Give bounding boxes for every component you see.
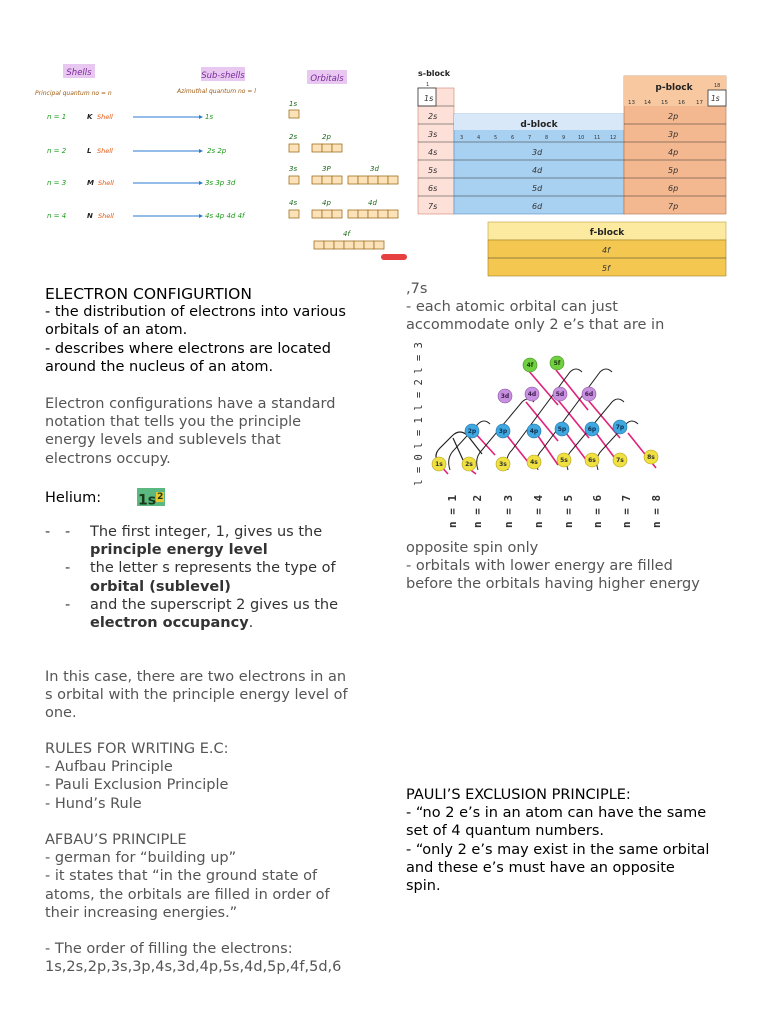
- shell-subs: 4s 4p 4d 4f: [205, 212, 245, 220]
- p-row: 6p: [668, 184, 679, 193]
- aufbau-d-orbital: 6d: [584, 391, 594, 398]
- orbital-label: 2p: [322, 133, 331, 141]
- d-group: 9: [562, 135, 566, 141]
- f-row: 5f: [602, 264, 610, 273]
- shell-row-2: [47, 147, 227, 155]
- n-label: n = 3: [502, 494, 515, 528]
- d-row: 3d: [532, 148, 543, 157]
- d-row: 6d: [532, 202, 543, 211]
- group-1-label: 1: [426, 82, 430, 88]
- bullet-bold: electron occupancy: [90, 615, 249, 632]
- p-row: 3p: [668, 130, 679, 139]
- n-label: n = 5: [562, 494, 575, 528]
- p-row: 2p: [668, 112, 679, 121]
- order-text: - The order of filling the electrons: 1s,2s,2p,3s,3p,4s,3d,4p,5s,4d,5p,4f,5d,6: [45, 941, 342, 976]
- pauli-text: PAULI’S EXCLUSION PRINCIPLE: - “no 2 e’s in an atom can have the same set of 4 quantum numbers. - “only 2 e’s may exist in the same orbital and these e’s must have an opposite spin.: [406, 787, 710, 895]
- l-label: l = 1: [413, 417, 425, 449]
- p-group: 16: [678, 100, 685, 106]
- shell-letter: K: [87, 113, 93, 121]
- helium-example: [45, 488, 375, 510]
- orbital-label: 2s: [289, 133, 298, 141]
- helium-config-sup: 2: [157, 492, 164, 502]
- shell-word: Shell: [97, 113, 113, 121]
- n-label: n = 1: [446, 494, 459, 528]
- principal-label: Principal quantum no = n: [35, 90, 112, 97]
- aufbau-s-orbital: 4s: [530, 459, 538, 466]
- watermark-logo: [381, 254, 407, 260]
- f-row: 4f: [602, 246, 610, 255]
- p-group: 13: [628, 100, 635, 106]
- aufbau-f-orbital: 4f: [526, 362, 534, 369]
- p-group: 17: [696, 100, 703, 106]
- aufbau-f-orbital: 5f: [553, 360, 561, 367]
- s-row: 7s: [428, 202, 438, 211]
- group-18-label: 18: [714, 83, 721, 89]
- aufbau-s-orbital: 3s: [499, 461, 507, 468]
- he-cell: 1s: [711, 94, 720, 103]
- s-block-label: s-block: [418, 69, 451, 78]
- s-row: 6s: [428, 184, 438, 193]
- aufbau-d-orbital: 3d: [500, 393, 510, 400]
- n-label: n = 4: [532, 494, 545, 528]
- bullet-post: .: [248, 615, 254, 632]
- notation-text: Electron configurations have a standard notation that tells you the principle energy levels and sublevels that electrons occupy.: [45, 396, 336, 467]
- d-group: 4: [477, 135, 481, 141]
- continued-text: ,7s - each atomic orbital can just accommodate only 2 e’s that are in: [406, 281, 665, 334]
- d-group: 7: [528, 135, 532, 141]
- orbital-label: 4p: [322, 199, 331, 207]
- orbitals-header: Orbitals: [310, 74, 344, 84]
- l-label: l = 2: [413, 379, 425, 411]
- shell-letter: M: [87, 179, 94, 187]
- bullet-pre: the letter s represents the type of: [90, 560, 336, 577]
- azimuthal-label: Azimuthal quantum no = l: [177, 88, 256, 95]
- bullet-bold: principle energy level: [90, 542, 268, 559]
- f-block-label: f-block: [589, 228, 625, 238]
- helium-config-main: 1s: [138, 492, 157, 509]
- p-row: 4p: [668, 148, 679, 157]
- shell-letter: N: [87, 212, 93, 220]
- d-block-label: d-block: [520, 120, 558, 130]
- shell-row-3: [47, 179, 236, 187]
- aufbau-diagram: [408, 340, 673, 535]
- l-label: l = 0: [413, 454, 425, 486]
- bullet-pre: and the superscript 2 gives us the: [90, 596, 339, 613]
- case-text: In this case, there are two electrons in an s orbital with the principle energy level of one.: [45, 669, 348, 722]
- orbital-boxes: [289, 100, 398, 249]
- shell-letter: L: [87, 147, 92, 155]
- orbital-label: 3P: [322, 165, 331, 173]
- shell-word: Shell: [97, 147, 113, 155]
- s-row: 1s: [424, 94, 434, 103]
- bullet-item: - - The first integer, 1, gives us the principle energy level: [45, 524, 323, 559]
- orbital-label: 1s: [289, 100, 298, 108]
- orbital-label: 3s: [289, 165, 298, 173]
- shell-n: n = 2: [47, 147, 67, 155]
- aufbau-s-orbital: 6s: [588, 457, 596, 464]
- continued-text-2: opposite spin only - orbitals with lower energy are filled before the orbitals having higher energy: [406, 540, 700, 593]
- bullet-item: - and the superscript 2 gives us the electron occupancy.: [65, 596, 339, 632]
- shell-subs: 1s: [205, 113, 214, 121]
- helium-config-box: [137, 488, 165, 509]
- n-label: n = 8: [650, 494, 663, 528]
- orbital-label: 3d: [370, 165, 379, 173]
- s-row: 2s: [428, 112, 438, 121]
- section-title: ELECTRON CONFIGURTION: [45, 285, 252, 303]
- d-group: 12: [610, 135, 617, 141]
- aufbau-p-orbital: 7p: [615, 424, 625, 431]
- bullet-pre: The first integer, 1, gives us the: [90, 524, 323, 540]
- d-group: 11: [594, 135, 601, 141]
- aufbau-s-orbital: 7s: [616, 457, 624, 464]
- orbital-label: 4d: [368, 199, 377, 207]
- s-row: 5s: [428, 166, 438, 175]
- shell-subs: 2s 2p: [207, 147, 227, 155]
- n-label: n = 7: [620, 494, 633, 528]
- f-orbitals: [523, 356, 564, 372]
- aufbau-p-orbital: 3p: [498, 428, 508, 435]
- s-row: 4s: [428, 148, 438, 157]
- d-group: 6: [511, 135, 515, 141]
- d-row: 5d: [532, 184, 543, 193]
- shells-header: Shells: [66, 68, 92, 78]
- shell-row-4: [47, 212, 246, 220]
- shell-row-1: [47, 113, 213, 121]
- d-group: 8: [545, 135, 549, 141]
- s-row: 3s: [428, 130, 438, 139]
- aufbau-s-orbital: 8s: [647, 454, 655, 461]
- aufbau-s-orbital: 1s: [435, 461, 443, 468]
- n-label: n = 6: [591, 494, 604, 528]
- l-label: l = 3: [413, 342, 425, 374]
- shell-word: Shell: [98, 179, 114, 187]
- aufbau-p-orbital: 5p: [557, 426, 567, 433]
- aufbau-p-orbital: 2p: [467, 428, 477, 435]
- p-block-label: p-block: [655, 83, 693, 93]
- aufbau-s-orbital: 5s: [560, 457, 568, 464]
- p-row: 5p: [668, 166, 679, 175]
- shell-n: n = 4: [47, 212, 67, 220]
- shell-n: n = 3: [47, 179, 67, 187]
- aufbau-d-orbital: 4d: [527, 391, 537, 398]
- d-row: 4d: [532, 166, 543, 175]
- p-group: 14: [644, 100, 651, 106]
- shells-figure: [35, 60, 410, 275]
- shell-subs: 3s 3p 3d: [205, 179, 236, 187]
- notation-bullets: [45, 523, 365, 632]
- orbital-label: 4f: [343, 230, 350, 238]
- orbital-label: 4s: [289, 199, 298, 207]
- p-group: 15: [661, 100, 668, 106]
- aufbau-d-orbital: 5d: [555, 391, 565, 398]
- p-row: 7p: [668, 202, 679, 211]
- aufbau-p-orbital: 4p: [529, 428, 539, 435]
- d-group: 10: [578, 135, 585, 141]
- d-group: 5: [494, 135, 498, 141]
- bullet-bold: orbital (sublevel): [90, 578, 231, 595]
- periodic-blocks-figure: [412, 64, 732, 279]
- helium-label: Helium:: [45, 490, 102, 506]
- s-orbitals: [432, 450, 658, 471]
- shell-n: n = 1: [47, 113, 67, 121]
- n-label: n = 2: [471, 494, 484, 528]
- aufbau-p-orbital: 6p: [587, 426, 597, 433]
- definition-text: - the distribution of electrons into various orbitals of an atom. - describes where electrons are located around the nucleus of an atom.: [45, 304, 346, 375]
- afbau-text: AFBAU’S PRINCIPLE - german for “building up” - it states that “in the ground state of atoms, the orbitals are filled in order of their increasing energies.”: [45, 832, 330, 921]
- rules-text: RULES FOR WRITING E.C: - Aufbau Principle - Pauli Exclusion Principle - Hund’s Rule: [45, 741, 229, 812]
- subshells-header: Sub-shells: [201, 71, 245, 81]
- bullet-item: - the letter s represents the type of orbital (sublevel): [65, 560, 336, 595]
- d-group: 3: [460, 135, 464, 141]
- shell-word: Shell: [98, 212, 114, 220]
- aufbau-s-orbital: 2s: [465, 461, 473, 468]
